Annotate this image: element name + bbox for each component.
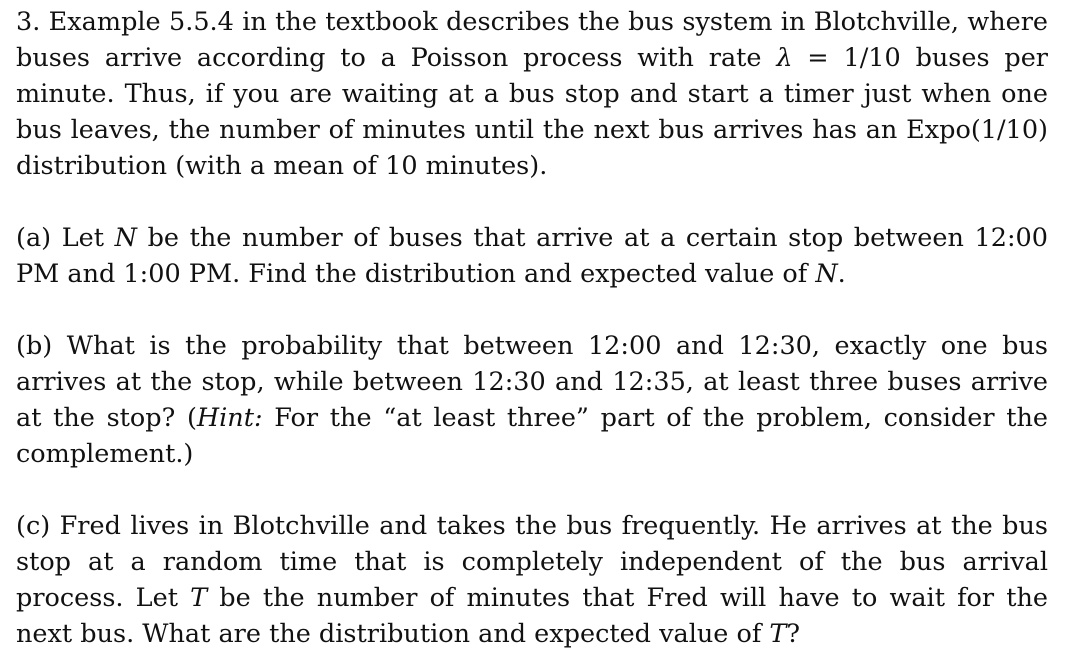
part-b — [16, 328, 1048, 472]
intro-text-2: = 1/10 buses per minute. Thus, if you are waiting at a bus stop and start a timer just when one bus leaves, the number of minutes until the next bus arrives has an Expo(1/10) distribution (with a mean of 10 minutes). — [16, 43, 1048, 181]
lambda-symbol: λ — [776, 43, 793, 73]
intro-text-1: 3. Example 5.5.4 in the textbook describes the bus system in Blotchville, where buses arrive according to a Poisson process with rate — [16, 7, 1048, 73]
variable-n: N — [114, 223, 137, 253]
part-c-text-3: ? — [786, 619, 801, 649]
part-a-text-3: . — [837, 259, 846, 289]
variable-t: T — [769, 619, 787, 649]
variable-t: T — [190, 583, 208, 613]
hint-label: Hint: — [196, 403, 263, 433]
part-b-text-1: (b) What is the probability that between 12:00 and 12:30, exactly one bus arrives at the stop, while between 12:30 and 12:35, at least three buses arrive at the stop? ( — [16, 331, 1048, 433]
paragraph-gap — [16, 184, 1048, 220]
part-a-text-2: be the number of buses that arrive at a certain stop between 12:00 PM and 1:00 PM. Find the distribution and expected value of — [16, 223, 1048, 289]
part-c — [16, 508, 1048, 652]
part-a — [16, 220, 1048, 292]
paragraph-gap — [16, 292, 1048, 328]
problem-intro — [16, 4, 1048, 184]
paragraph-gap — [16, 472, 1048, 508]
variable-n: N — [815, 259, 838, 289]
part-b-text-2: For the “at least three” part of the problem, consider the complement.) — [16, 403, 1048, 469]
part-c-text-1: (c) Fred lives in Blotchville and takes the bus frequently. He arrives at the bus stop at a random time that is completely independent of the bus arrival process. Let — [16, 511, 1048, 613]
part-c-text-2: be the number of minutes that Fred will have to wait for the next bus. What are the distribution and expected value of — [16, 583, 1048, 649]
part-a-text-1: (a) Let — [16, 223, 115, 253]
